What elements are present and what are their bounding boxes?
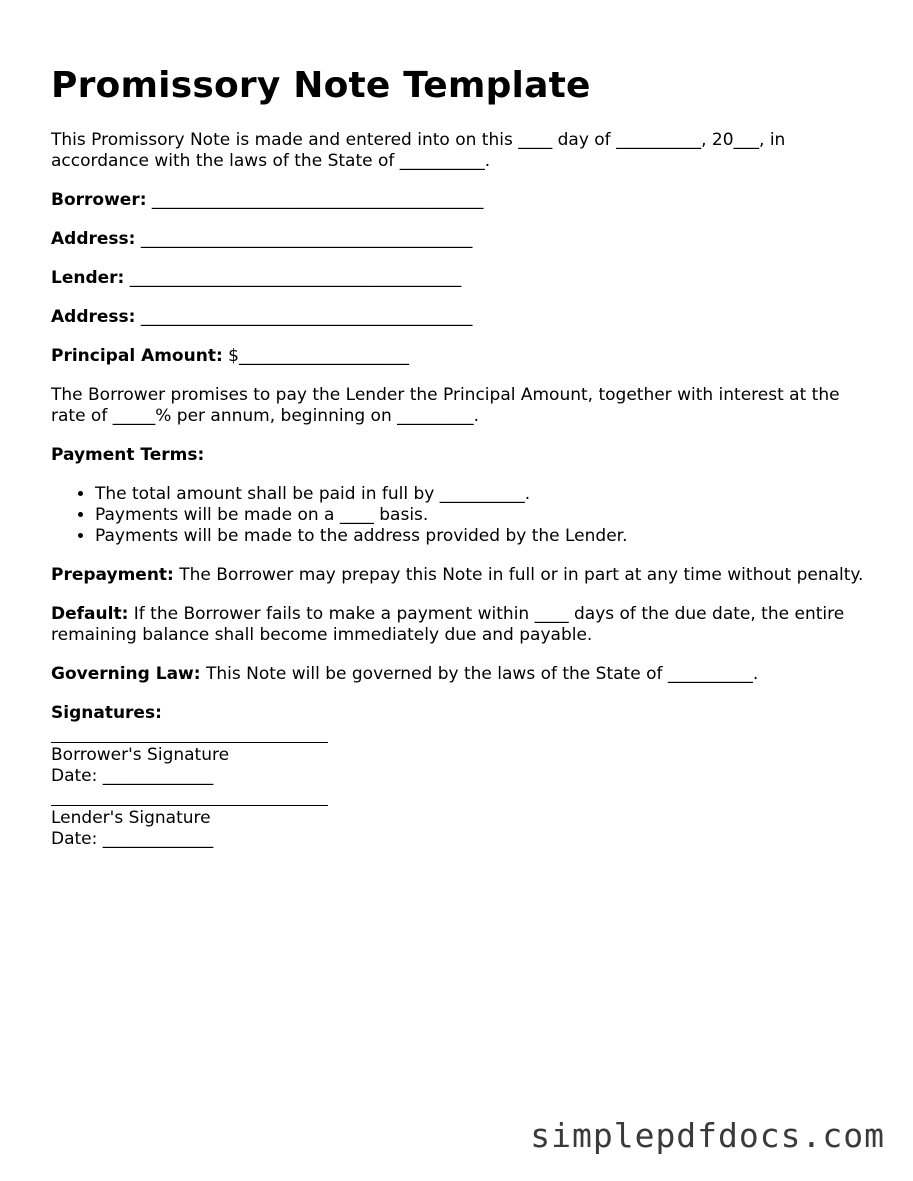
interest-paragraph: The Borrower promises to pay the Lender the Principal Amount, together with interest at the rate of _____% per annum, beginning on _________. <box>51 385 840 426</box>
borrower-signature-date: Date: _____________ <box>51 766 214 786</box>
lender-field <box>51 268 871 289</box>
principal-amount-label: Principal Amount: <box>51 346 223 366</box>
watermark: simplepdfdocs.com <box>530 1116 885 1155</box>
payment-terms-label: Payment Terms: <box>51 445 205 465</box>
borrower-signature-caption: Borrower's Signature <box>51 745 230 765</box>
page-title: Promissory Note Template <box>51 65 591 106</box>
borrower-address-field <box>51 229 871 250</box>
list-item: • The total amount shall be paid in full by __________. <box>95 484 871 505</box>
default-paragraph <box>51 604 871 646</box>
lender-label: Lender: <box>51 268 125 288</box>
payment-terms-heading <box>51 445 871 466</box>
default-label: Default: <box>51 604 129 624</box>
prepayment-text: The Borrower may prepay this Note in full or in part at any time without penalty. <box>173 565 864 585</box>
lender-blank: _______________________________________ <box>124 268 462 288</box>
list-item: • Payments will be made to the address provided by the Lender. <box>95 526 871 547</box>
borrower-label: Borrower: <box>51 190 147 210</box>
payment-terms-list <box>51 484 871 547</box>
borrower-field <box>51 190 871 211</box>
governing-law-text: This Note will be governed by the laws of the State of __________. <box>200 664 759 684</box>
principal-amount-blank: $____________________ <box>222 346 409 366</box>
signatures-label: Signatures: <box>51 703 162 723</box>
governing-law-label: Governing Law: <box>51 664 201 684</box>
default-text: If the Borrower fails to make a payment within ____ days of the due date, the entire remaining balance shall become immediately due and payable. <box>51 604 845 645</box>
intro-paragraph: This Promissory Note is made and entered into on this ____ day of __________, 20___, in accordance with the laws of the State of __________. <box>51 130 786 171</box>
lender-address-blank: _______________________________________ <box>135 307 473 327</box>
lender-signature-date: Date: _____________ <box>51 829 214 849</box>
principal-amount-field <box>51 346 871 367</box>
borrower-signature-line <box>51 742 328 743</box>
lender-signature-block <box>51 805 871 850</box>
lender-address-field <box>51 307 871 328</box>
prepayment-paragraph <box>51 565 871 586</box>
lender-signature-caption: Lender's Signature <box>51 808 211 828</box>
document-page <box>51 60 871 868</box>
borrower-signature-block <box>51 742 871 787</box>
signatures-heading <box>51 703 871 724</box>
lender-address-label: Address: <box>51 307 136 327</box>
governing-law-paragraph <box>51 664 871 685</box>
lender-signature-line <box>51 805 328 806</box>
borrower-address-label: Address: <box>51 229 136 249</box>
list-item: • Payments will be made on a ____ basis. <box>95 505 871 526</box>
borrower-blank: _______________________________________ <box>146 190 484 210</box>
borrower-address-blank: _______________________________________ <box>135 229 473 249</box>
prepayment-label: Prepayment: <box>51 565 174 585</box>
